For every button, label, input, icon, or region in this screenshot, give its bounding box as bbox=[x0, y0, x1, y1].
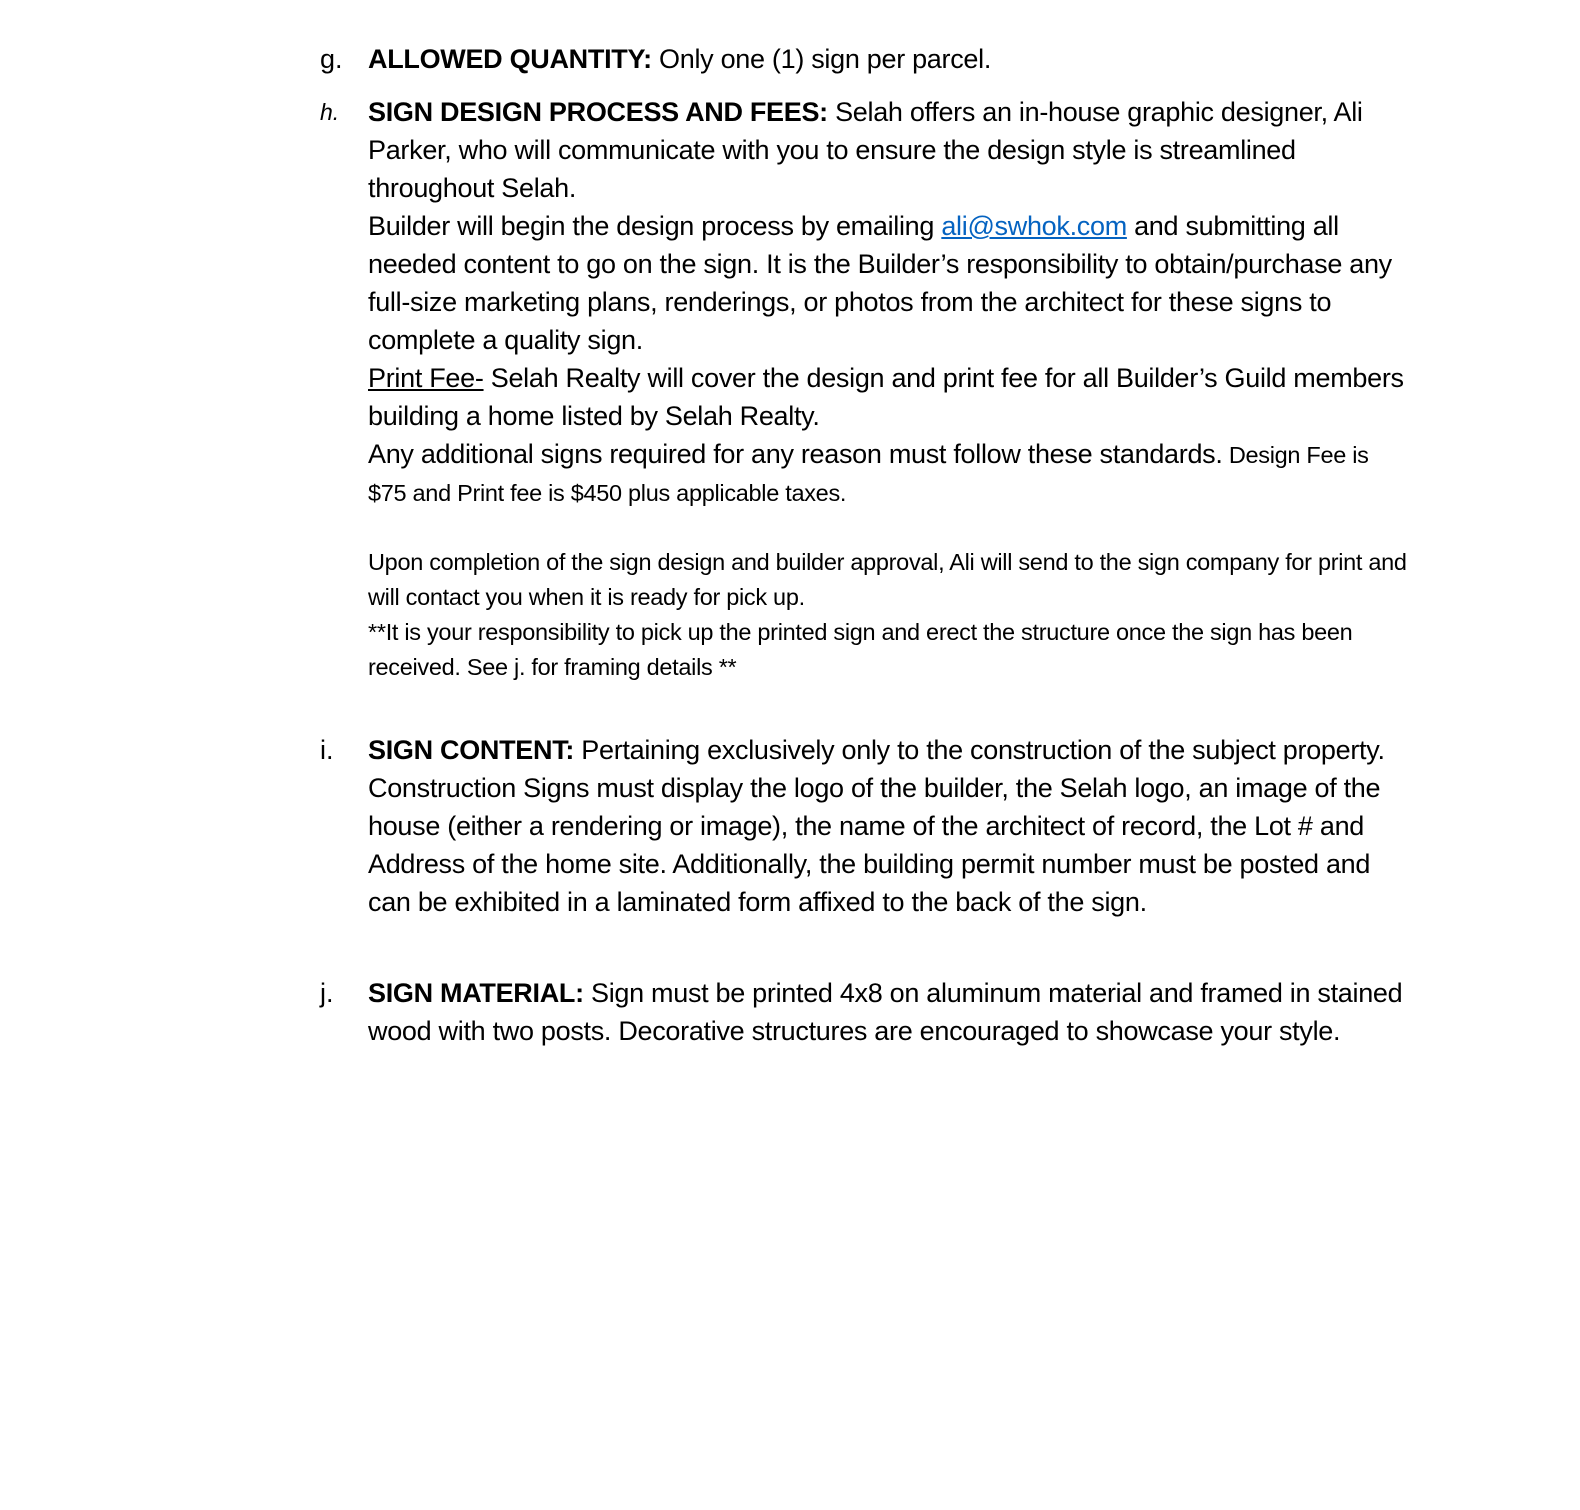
item-heading: ALLOWED QUANTITY: bbox=[368, 44, 652, 74]
item-heading: SIGN MATERIAL: bbox=[368, 978, 584, 1008]
list-item-body bbox=[368, 93, 1408, 685]
fees-text: Design Fee is $75 and Print fee is $450 plus applicable taxes. bbox=[368, 442, 1369, 506]
list-item-body bbox=[368, 974, 1408, 1050]
item-heading: SIGN CONTENT: bbox=[368, 735, 575, 765]
item-heading: SIGN DESIGN PROCESS AND FEES: bbox=[368, 97, 828, 127]
list-item-body bbox=[368, 731, 1408, 921]
list-item-body bbox=[368, 40, 1408, 78]
additional-signs-text: Any additional signs required for any reason must follow these standards. bbox=[368, 439, 1223, 469]
print-fee-text: Selah Realty will cover the design and print fee for all Builder’s Guild members building a home listed by Selah Realty. bbox=[368, 363, 1404, 431]
spacer bbox=[368, 511, 1408, 545]
email-link[interactable]: ali@swhok.com bbox=[941, 211, 1127, 241]
builder-text-end: and submitting all needed content to go on the sign. It is the Builder’s responsibility to obtain/purchase any full-size marketing plans, renderings, or photos from the architect for these signs to complete a quality sign. bbox=[368, 211, 1392, 355]
responsibility-note: **It is your responsibility to pick up the printed sign and erect the structure once the sign has been received. See j. for framing details ** bbox=[368, 619, 1353, 680]
item-text: Only one (1) sign per parcel. bbox=[651, 44, 992, 74]
list-marker: i. bbox=[320, 735, 334, 765]
completion-text: Upon completion of the sign design and builder approval, Ali will send to the sign company for print and will contact you when it is ready for pick up. bbox=[368, 549, 1407, 610]
builder-text-start: Builder will begin the design process by emailing bbox=[368, 211, 942, 241]
item-text: Selah offers an in-house graphic designer, Ali Parker, who will communicate with you to ensure the design style is streamlined throughout Selah. bbox=[368, 97, 1363, 203]
item-text: Sign must be printed 4x8 on aluminum material and framed in stained wood with two posts. Decorative structures are encouraged to showcase your style. bbox=[368, 978, 1403, 1046]
list-marker: g. bbox=[320, 44, 343, 74]
list-marker: j. bbox=[320, 978, 334, 1008]
item-text: Pertaining exclusively only to the construction of the subject property. Construction Signs must display the logo of the builder, the Selah logo, an image of the house (either a rendering or image), the name of the architect of record, the Lot # and Address of the home site. Additionally, the building permit number must be posted and can be exhibited in a laminated form affixed to the back of the sign. bbox=[368, 735, 1385, 917]
list-marker: h. bbox=[320, 99, 340, 125]
print-fee-label: Print Fee- bbox=[368, 363, 484, 393]
